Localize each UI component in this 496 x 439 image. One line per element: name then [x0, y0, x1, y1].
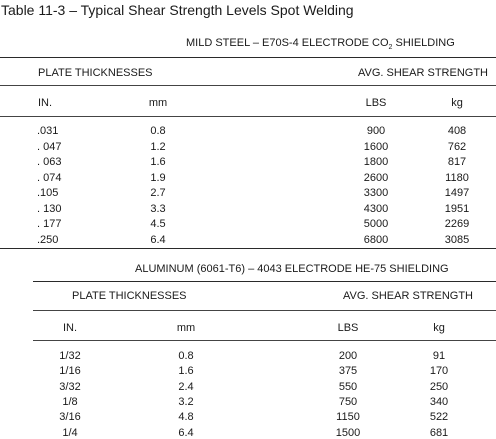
cell-kg: 1951: [444, 202, 470, 215]
mild-steel-avg-shear-strength-header: AVG. SHEAR STRENGTH: [358, 67, 488, 79]
cell-in: . 130: [37, 202, 62, 215]
cell-mm: 3.3: [150, 202, 166, 215]
aluminum-plate-thicknesses-header: PLATE THICKNESSES: [72, 290, 187, 302]
cell-in: 1/16: [59, 365, 81, 378]
aluminum-header-rule: [33, 340, 496, 341]
cell-lbs: 2600: [363, 171, 389, 184]
cell-mm: 2.4: [178, 380, 194, 393]
cell-mm: 1.6: [150, 156, 166, 168]
cell-kg: 250: [429, 380, 449, 393]
cell-lbs: 3300: [363, 187, 389, 199]
mild-steel-header-rule: [0, 116, 496, 117]
mild-steel-col-lbs: LBS: [365, 97, 387, 109]
cell-kg: 1497: [444, 187, 470, 199]
mild-steel-bottom-rule: [0, 248, 496, 249]
mild-steel-col-in: IN.: [37, 97, 53, 109]
aluminum-col-lbs: LBS: [337, 322, 359, 334]
cell-mm: 0.8: [150, 125, 166, 137]
cell-in: . 177: [37, 218, 62, 230]
cell-in: .031: [37, 125, 59, 137]
cell-kg: 817: [447, 156, 467, 168]
mild-steel-heading-subscript: 2: [388, 44, 393, 52]
mild-steel-top-rule: [0, 57, 496, 58]
cell-mm: 2.7: [150, 187, 166, 199]
mild-steel-col-kg: kg: [451, 97, 463, 109]
cell-lbs: 1500: [335, 426, 361, 439]
cell-lbs: 900: [366, 125, 386, 137]
aluminum-avg-shear-strength-header: AVG. SHEAR STRENGTH: [343, 290, 473, 302]
cell-in: .105: [37, 187, 59, 199]
cell-mm: 6.4: [178, 426, 194, 439]
cell-lbs: 1600: [363, 140, 389, 153]
cell-in: 3/16: [59, 411, 81, 424]
cell-lbs: 200: [338, 350, 358, 362]
cell-lbs: 1150: [336, 411, 360, 424]
cell-in: .250: [37, 233, 59, 246]
cell-lbs: 4300: [363, 202, 389, 215]
aluminum-col-kg: kg: [433, 322, 445, 334]
mild-steel-heading: [186, 37, 455, 51]
cell-kg: 681: [429, 426, 449, 439]
mild-steel-heading-text: MILD STEEL – E70S-4 ELECTRODE CO: [186, 37, 389, 49]
aluminum-col-in: IN.: [62, 322, 78, 334]
cell-mm: 1.2: [150, 140, 166, 153]
cell-mm: 0.8: [178, 350, 194, 362]
cell-kg: 1180: [445, 171, 469, 184]
cell-mm: 1.6: [178, 365, 194, 378]
cell-kg: 91: [432, 350, 446, 362]
cell-mm: 1.9: [150, 171, 166, 184]
cell-kg: 522: [429, 411, 449, 424]
cell-kg: 3085: [444, 233, 470, 246]
cell-kg: 170: [429, 365, 449, 378]
aluminum-heading: ALUMINUM (6061-T6) – 4043 ELECTRODE HE-75 SHIELDING: [135, 263, 449, 275]
cell-kg: 340: [429, 395, 449, 408]
cell-kg: 408: [447, 125, 467, 137]
cell-kg: 762: [447, 140, 467, 153]
mild-steel-group-rule: [0, 85, 496, 86]
cell-lbs: 1800: [363, 156, 389, 168]
aluminum-group-rule: [33, 310, 496, 311]
cell-mm: 4.5: [150, 218, 166, 230]
cell-mm: 3.2: [178, 395, 194, 408]
mild-steel-plate-thicknesses-header: PLATE THICKNESSES: [38, 67, 153, 79]
cell-mm: 4.8: [178, 411, 194, 424]
mild-steel-heading-suffix: SHIELDING: [392, 37, 455, 49]
cell-in: 1/4: [62, 426, 78, 439]
cell-in: . 047: [37, 140, 62, 153]
cell-lbs: 750: [338, 395, 358, 408]
cell-lbs: 550: [338, 380, 358, 393]
table-title: Table 11-3 – Typical Shear Strength Levels Spot Welding: [1, 2, 354, 18]
aluminum-top-rule: [33, 281, 496, 282]
cell-lbs: 375: [338, 365, 358, 378]
cell-in: . 063: [37, 156, 62, 168]
mild-steel-col-mm: mm: [148, 97, 168, 109]
cell-mm: 6.4: [150, 233, 166, 246]
cell-in: 3/32: [59, 380, 81, 393]
cell-lbs: 5000: [363, 218, 389, 230]
cell-in: 1/8: [62, 395, 78, 408]
cell-lbs: 6800: [363, 233, 389, 246]
cell-in: 1/32: [59, 350, 81, 362]
cell-kg: 2269: [444, 218, 470, 230]
cell-in: . 074: [37, 171, 62, 184]
aluminum-col-mm: mm: [176, 322, 196, 334]
